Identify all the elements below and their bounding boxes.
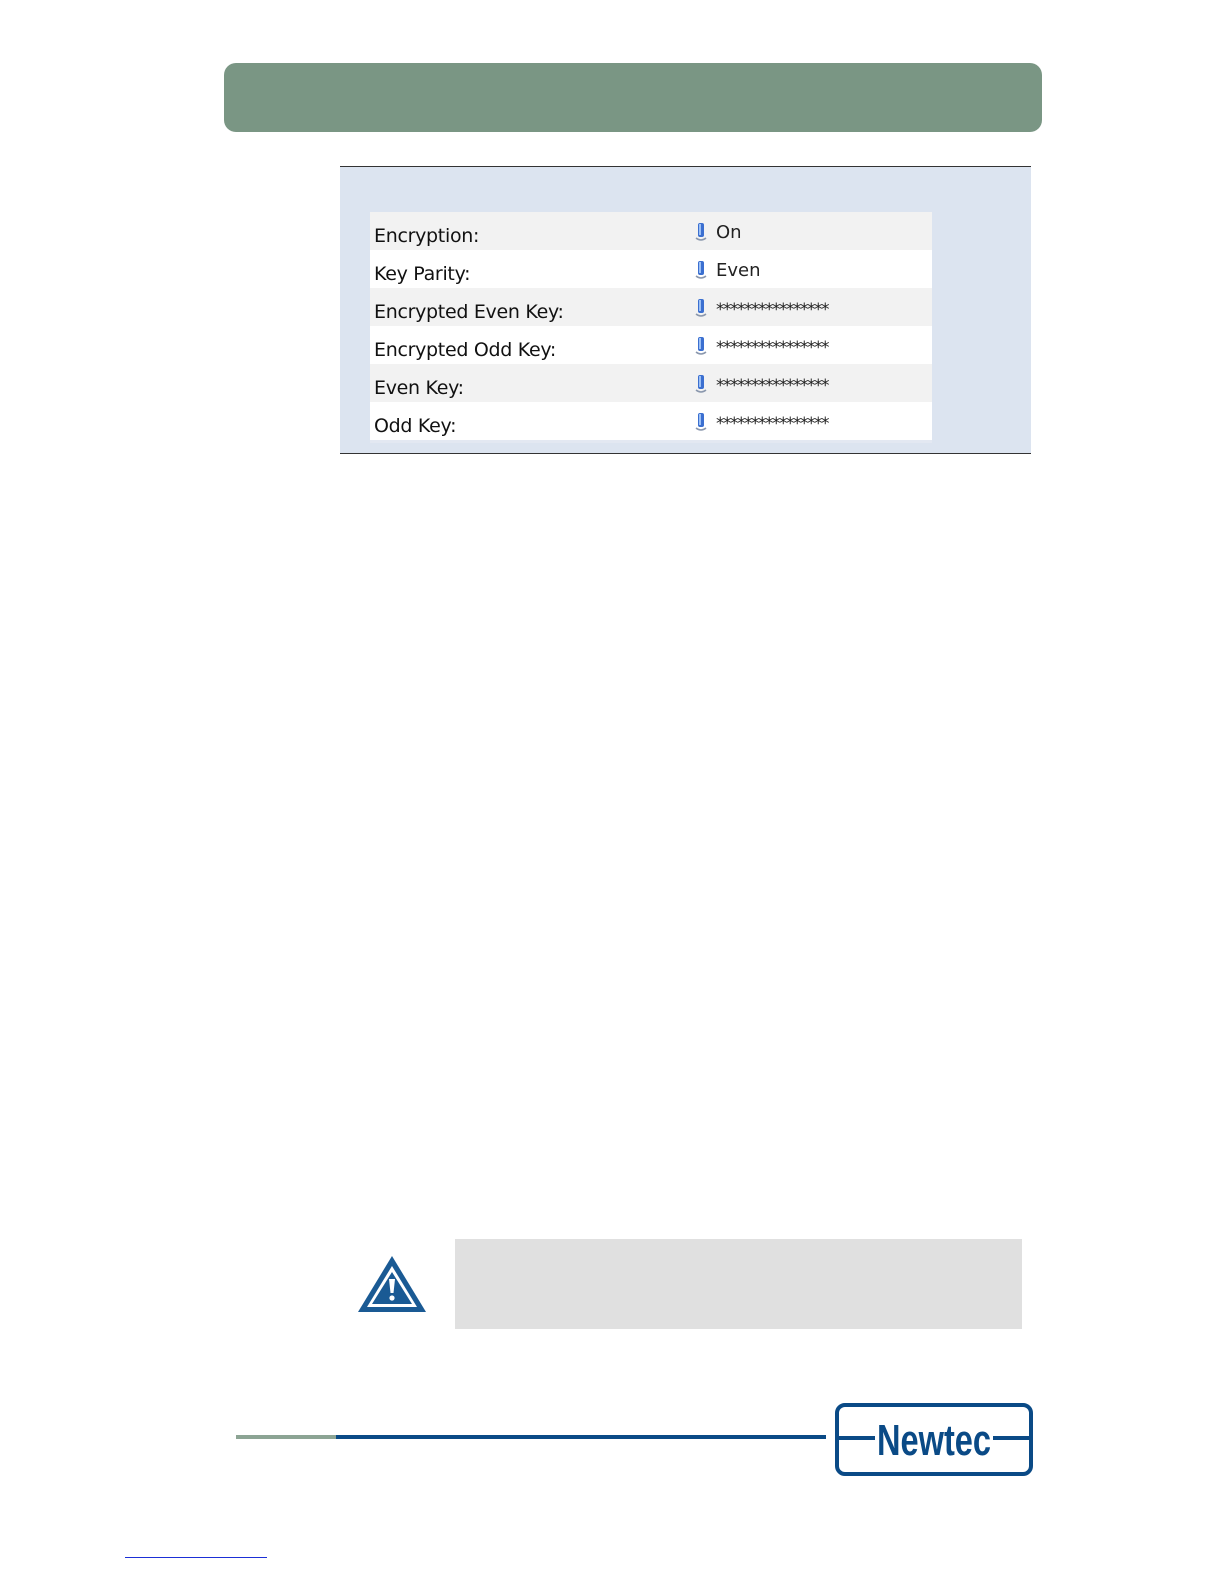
config-parameter-icon <box>694 412 708 432</box>
parameter-table <box>370 212 932 443</box>
param-row-even-key <box>370 364 932 402</box>
param-row-key-parity <box>370 250 932 288</box>
param-label: Key Parity: <box>374 263 471 285</box>
note-box <box>455 1239 1022 1329</box>
param-label: Encryption: <box>374 225 480 247</box>
param-label: Encrypted Odd Key: <box>374 339 557 361</box>
param-value: **************** <box>716 376 828 396</box>
config-parameter-icon <box>694 336 708 356</box>
param-value: On <box>716 222 742 243</box>
param-row-encrypted-odd-key <box>370 326 932 364</box>
screenshot-panel <box>340 166 1031 454</box>
param-label: Odd Key: <box>374 415 457 437</box>
param-value: **************** <box>716 414 828 434</box>
footer-rule-accent <box>236 1435 336 1439</box>
param-row-encryption <box>370 212 932 250</box>
param-row-encrypted-even-key <box>370 288 932 326</box>
footer-link-underline <box>125 1557 267 1558</box>
config-parameter-icon <box>694 222 708 242</box>
param-row-odd-key <box>370 402 932 440</box>
config-parameter-icon <box>694 374 708 394</box>
param-label: Encrypted Even Key: <box>374 301 564 323</box>
newtec-logo <box>835 1403 1033 1476</box>
config-parameter-icon <box>694 298 708 318</box>
section-header-bar <box>224 63 1042 132</box>
param-value: **************** <box>716 338 828 358</box>
config-parameter-icon <box>694 260 708 280</box>
param-value: **************** <box>716 300 828 320</box>
svg-text:Newtec: Newtec <box>877 1416 991 1465</box>
footer-rule <box>336 1435 826 1439</box>
param-value: Even <box>716 260 761 281</box>
param-label: Even Key: <box>374 377 464 399</box>
warning-triangle-icon <box>356 1254 428 1314</box>
